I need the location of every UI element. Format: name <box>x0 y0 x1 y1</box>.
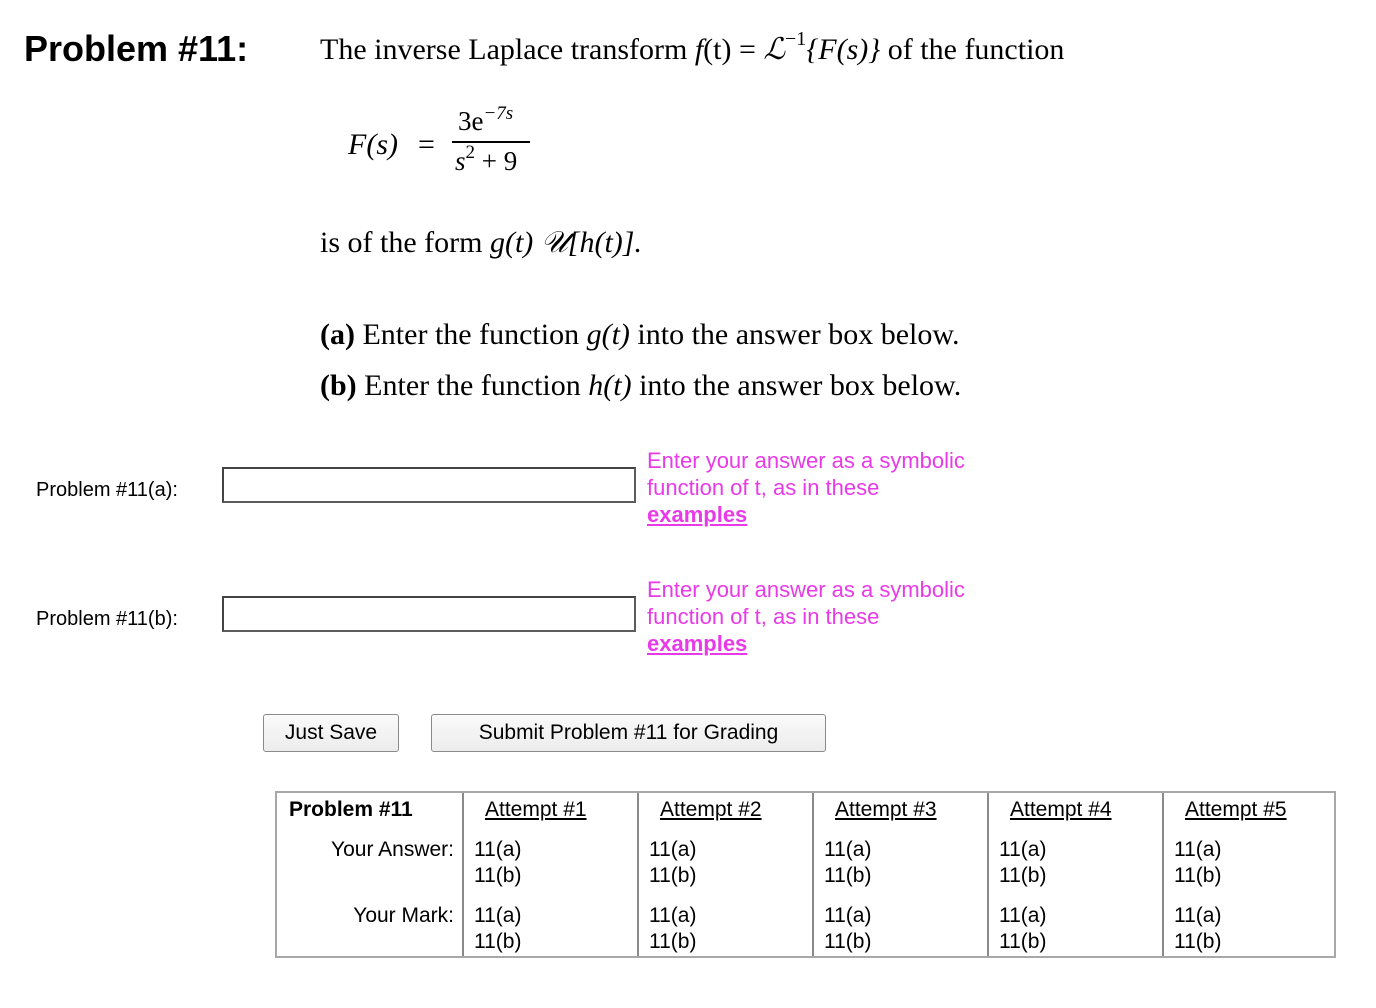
attempt-2-mark-b: 11(b) <box>649 930 697 953</box>
column-divider <box>987 793 989 956</box>
attempts-table <box>275 791 1336 958</box>
attempt-1-header[interactable]: Attempt #1 <box>485 798 587 821</box>
intro-F: {F(s)} <box>806 33 881 66</box>
fraction-denominator <box>455 142 518 177</box>
part-b-pre: Enter the function <box>356 369 589 402</box>
attempt-4-header[interactable]: Attempt #4 <box>1010 798 1112 821</box>
part-b-fn: h(t) <box>588 369 632 402</box>
attempt-5-answer-b[interactable]: 11(b) <box>1174 864 1222 887</box>
column-divider <box>637 793 639 956</box>
form-prefix: is of the form <box>320 226 490 259</box>
problem-intro <box>320 28 1065 67</box>
attempt-2-mark <box>649 903 696 955</box>
answer-b-input[interactable] <box>222 596 636 632</box>
denominator-tail: + 9 <box>475 146 518 176</box>
part-a-post: into the answer box below. <box>629 318 960 351</box>
answer-b-label: Problem #11(b): <box>36 608 178 630</box>
attempt-2-answer <box>649 837 696 889</box>
column-divider <box>462 793 464 956</box>
intro-sup: −1 <box>785 28 807 50</box>
attempt-3-mark-b: 11(b) <box>824 930 872 953</box>
fraction-bar <box>452 141 530 143</box>
just-save-button[interactable]: Just Save <box>263 714 399 752</box>
attempt-3-answer <box>824 837 871 889</box>
form-expr: g(t) 𝒰[h(t)]. <box>489 226 642 259</box>
part-b-instruction <box>320 369 961 403</box>
attempt-4-answer <box>999 837 1046 889</box>
attempt-5-answer-a[interactable]: 11(a) <box>1174 838 1222 861</box>
attempt-5-answer <box>1174 837 1221 889</box>
denominator-exp: 2 <box>465 142 476 163</box>
attempt-4-mark <box>999 903 1046 955</box>
attempt-1-answer-b[interactable]: 11(b) <box>474 864 522 887</box>
attempt-1-answer <box>474 837 521 889</box>
column-divider <box>812 793 814 956</box>
attempt-1-mark <box>474 903 521 955</box>
attempt-1-mark-a: 11(a) <box>474 904 522 927</box>
part-a-instruction <box>320 318 960 352</box>
intro-equals: = <box>739 33 756 66</box>
attempt-4-answer-a[interactable]: 11(a) <box>999 838 1047 861</box>
your-mark-label: Your Mark: <box>353 904 454 927</box>
answer-b-examples-link[interactable]: examples <box>647 631 748 656</box>
attempt-4-mark-a: 11(a) <box>999 904 1047 927</box>
attempt-3-answer-b[interactable]: 11(b) <box>824 864 872 887</box>
answer-a-input[interactable] <box>222 467 636 503</box>
part-a-pre: Enter the function <box>354 318 587 351</box>
attempt-3-header[interactable]: Attempt #3 <box>835 798 937 821</box>
denominator-s: s <box>455 146 466 176</box>
attempt-1-answer-a[interactable]: 11(a) <box>474 838 522 861</box>
intro-ft: f <box>694 33 704 66</box>
answer-b-hint-text: Enter your answer as a symbolic function of t, as in these <box>647 577 965 629</box>
answer-a-label: Problem #11(a): <box>36 479 178 501</box>
attempt-5-mark <box>1174 903 1221 955</box>
laplace-symbol: ℒ <box>763 33 786 66</box>
attempt-2-mark-a: 11(a) <box>649 904 697 927</box>
part-b-post: into the answer box below. <box>631 369 962 402</box>
attempt-4-answer-b[interactable]: 11(b) <box>999 864 1047 887</box>
column-divider <box>1162 793 1164 956</box>
attempt-3-answer-a[interactable]: 11(a) <box>824 838 872 861</box>
fs-label: F(s) <box>348 128 398 161</box>
answer-a-hint-text: Enter your answer as a symbolic function of t, as in these <box>647 448 965 500</box>
attempt-2-header[interactable]: Attempt #2 <box>660 798 762 821</box>
intro-tail: of the function <box>887 33 1065 66</box>
intro-t: (t) <box>703 33 732 66</box>
attempt-2-answer-a[interactable]: 11(a) <box>649 838 697 861</box>
your-answer-label: Your Answer: <box>331 838 454 861</box>
fraction-numerator <box>458 103 514 137</box>
form-line <box>320 226 642 260</box>
intro-text: The inverse Laplace transform <box>320 33 688 66</box>
problem-heading: Problem #11: <box>24 28 249 69</box>
part-a-tag: (a) <box>320 318 355 351</box>
attempt-1-mark-b: 11(b) <box>474 930 522 953</box>
attempt-5-mark-b: 11(b) <box>1174 930 1222 953</box>
attempts-table-title: Problem #11 <box>289 798 413 821</box>
fs-equals: = <box>418 128 435 161</box>
attempt-3-mark-a: 11(a) <box>824 904 872 927</box>
answer-a-hint <box>647 447 1027 528</box>
part-b-tag: (b) <box>320 369 357 402</box>
attempt-5-mark-a: 11(a) <box>1174 904 1222 927</box>
attempt-5-header[interactable]: Attempt #5 <box>1185 798 1287 821</box>
answer-b-hint <box>647 576 1027 657</box>
numerator-coef: 3e <box>458 106 484 136</box>
attempt-2-answer-b[interactable]: 11(b) <box>649 864 697 887</box>
answer-a-examples-link[interactable]: examples <box>647 502 748 527</box>
attempt-3-mark <box>824 903 871 955</box>
numerator-exp: −7s <box>483 103 514 124</box>
attempt-4-mark-b: 11(b) <box>999 930 1047 953</box>
submit-button[interactable]: Submit Problem #11 for Grading <box>431 714 826 752</box>
part-a-fn: g(t) <box>586 318 630 351</box>
